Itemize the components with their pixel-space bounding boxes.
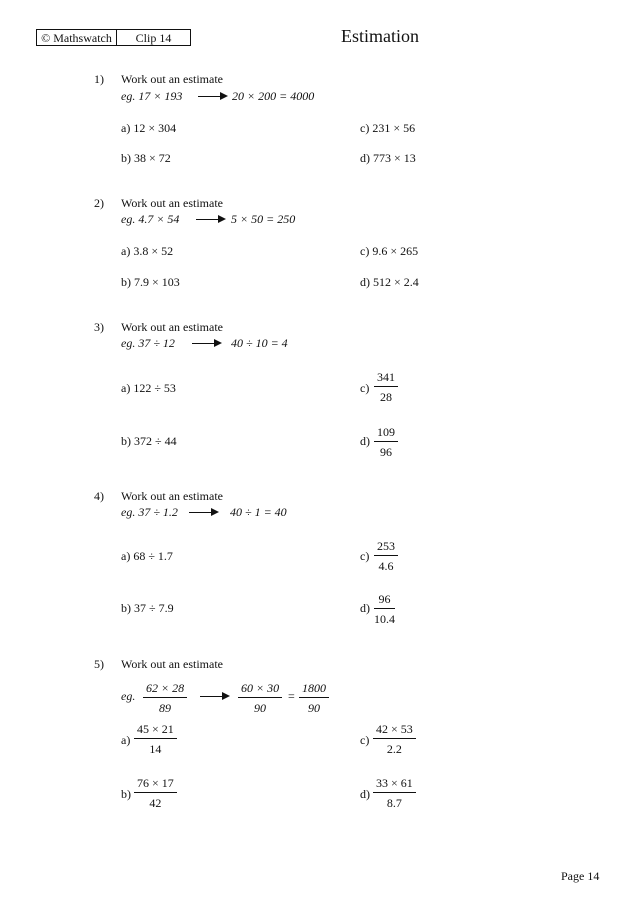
q2-example-left: eg. 4.7 × 54 <box>121 212 180 226</box>
right-arrow-icon <box>198 92 228 101</box>
q5-instruction: Work out an estimate <box>121 657 224 671</box>
numerator: 60 × 30 <box>241 681 280 695</box>
numerator: 253 <box>377 539 395 553</box>
equals-sign: = <box>288 689 295 703</box>
q4-instruction: Work out an estimate <box>121 489 224 503</box>
copyright-box: © Mathswatch <box>36 29 117 46</box>
clip-box: Clip 14 <box>116 29 191 46</box>
q1-part-a: a) 12 × 304 <box>121 121 177 135</box>
denominator: 90 <box>308 701 320 715</box>
q5-part-b-fraction <box>134 776 177 810</box>
q1-example-left: eg. 17 × 193 <box>121 89 183 103</box>
denominator: 10.4 <box>374 612 395 626</box>
right-arrow-icon <box>196 215 226 224</box>
denominator: 8.7 <box>386 796 402 810</box>
q5-eg-label: eg. <box>121 689 136 703</box>
q3-part-c-label: c) <box>360 381 370 395</box>
numerator: 341 <box>377 370 395 384</box>
denominator: 42 <box>149 796 162 810</box>
q2-part-d: d) 512 × 2.4 <box>360 275 419 289</box>
q5-part-a-fraction <box>134 722 177 756</box>
q2-instruction: Work out an estimate <box>121 196 224 210</box>
right-arrow-icon <box>200 692 230 701</box>
q5-part-d-label: d) <box>360 787 370 801</box>
q5-example-fraction <box>143 681 187 715</box>
denominator: 14 <box>149 742 162 756</box>
numerator: 62 × 28 <box>146 681 185 695</box>
q3-part-d-fraction <box>374 425 398 459</box>
q3-example-left: eg. 37 ÷ 12 <box>121 336 175 350</box>
q4-part-a: a) 68 ÷ 1.7 <box>121 549 173 563</box>
q5-part-c-fraction <box>373 722 416 756</box>
q1-example-right: 20 × 200 = 4000 <box>232 89 315 103</box>
q4-part-c-fraction <box>374 539 398 573</box>
q5-part-d-fraction <box>373 776 416 810</box>
q3-part-b: b) 372 ÷ 44 <box>121 434 177 448</box>
right-arrow-icon <box>189 508 219 517</box>
q1-instruction: Work out an estimate <box>121 72 224 86</box>
denominator: 4.6 <box>378 559 394 573</box>
q4-part-d-fraction <box>374 592 395 626</box>
numerator: 45 × 21 <box>137 722 174 736</box>
q1-part-c: c) 231 × 56 <box>360 121 416 135</box>
denominator: 2.2 <box>386 742 402 756</box>
right-arrow-icon <box>192 339 222 348</box>
q5-result-fraction <box>299 681 329 715</box>
q4-example-left: eg. 37 ÷ 1.2 <box>121 505 178 519</box>
q3-part-d-label: d) <box>360 434 370 448</box>
q5-estimate-fraction <box>238 681 282 715</box>
q2-part-b: b) 7.9 × 103 <box>121 275 180 289</box>
q1-number: 1) <box>94 72 104 86</box>
numerator: 96 <box>378 592 391 606</box>
q5-part-a-label: a) <box>121 733 131 747</box>
q3-example-right: 40 ÷ 10 = 4 <box>231 336 288 350</box>
q3-number: 3) <box>94 320 104 334</box>
page-number: Page 14 <box>561 869 600 883</box>
q3-part-a: a) 122 ÷ 53 <box>121 381 176 395</box>
q2-example-right: 5 × 50 = 250 <box>231 212 296 226</box>
q4-part-b: b) 37 ÷ 7.9 <box>121 601 174 615</box>
q1-part-d: d) 773 × 13 <box>360 151 416 165</box>
q2-part-c: c) 9.6 × 265 <box>360 244 419 258</box>
denominator: 28 <box>380 390 392 404</box>
q4-number: 4) <box>94 489 104 503</box>
q1-part-b: b) 38 × 72 <box>121 151 171 165</box>
q2-part-a: a) 3.8 × 52 <box>121 244 174 258</box>
page-title: Estimation <box>341 26 419 46</box>
numerator: 33 × 61 <box>376 776 413 790</box>
q4-part-d-label: d) <box>360 601 370 615</box>
numerator: 109 <box>377 425 395 439</box>
q5-part-b-label: b) <box>121 787 131 801</box>
numerator: 76 × 17 <box>137 776 174 790</box>
numerator: 42 × 53 <box>376 722 413 736</box>
q2-number: 2) <box>94 196 104 210</box>
q5-part-c-label: c) <box>360 733 370 747</box>
numerator: 1800 <box>302 681 326 695</box>
q4-example-right: 40 ÷ 1 = 40 <box>230 505 287 519</box>
denominator: 89 <box>159 701 172 715</box>
q3-instruction: Work out an estimate <box>121 320 224 334</box>
denominator: 90 <box>254 701 267 715</box>
q5-number: 5) <box>94 657 104 671</box>
q3-part-c-fraction <box>374 370 398 404</box>
q4-part-c-label: c) <box>360 549 370 563</box>
denominator: 96 <box>380 445 392 459</box>
